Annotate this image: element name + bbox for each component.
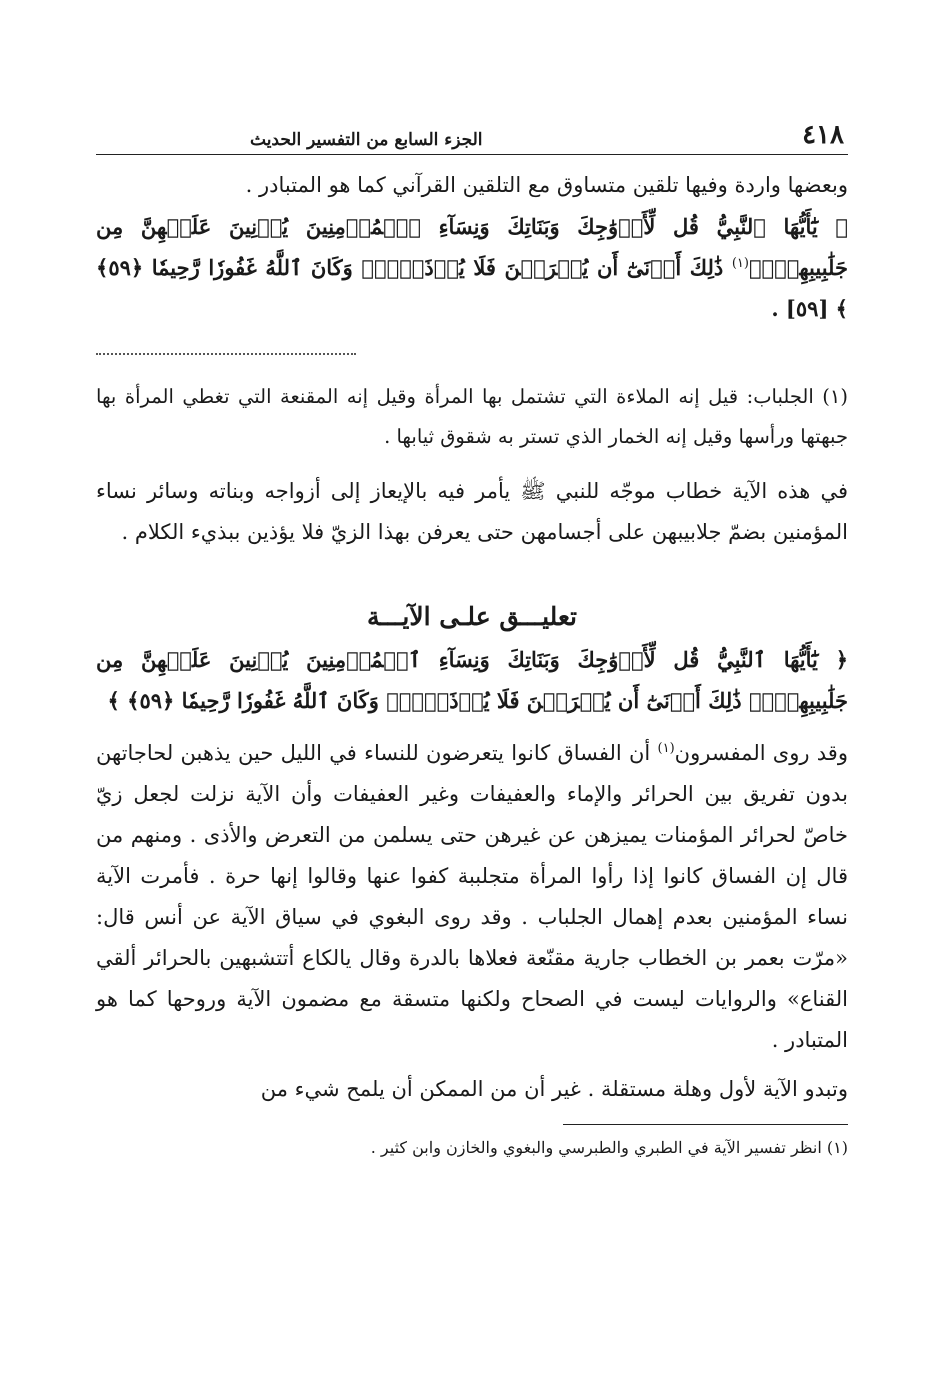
dotted-separator xyxy=(96,351,356,355)
quran-verse-2: ﴿ يَٰٓأَيُّهَا ٱلنَّبِيُّ قُل لِّأَزۡوَٰجِكَ وَبَنَاتِكَ وَنِسَآءِ ٱلۡمُؤۡمِنِينَ يُدۡنِينَ عَلَيۡهِنَّ مِن جَلَٰبِيبِهِنَّۚ ذَٰلِكَ أَدۡنَىٰٓ أَن يُعۡرَفۡنَ فَلَا يُؤۡذَيۡنَۗ وَكَانَ ٱللَّهُ غَفُورٗا رَّحِيمٗا ﴿٥٩﴾ ﴾ xyxy=(96,647,848,713)
quran-verse-1-text: ﴿ يَٰٓأَيُّهَا ٱلنَّبِيُّ قُل لِّأَزۡوَٰجِكَ وَبَنَاتِكَ وَنِسَآءِ ٱلۡمُؤۡمِنِينَ يُدۡنِينَ عَلَيۡهِنَّ مِن جَلَٰبِيبِهِنَّۚ xyxy=(96,214,848,280)
footnote-marker-2: (١) xyxy=(657,741,675,756)
footnote-sources: (١) انظر تفسير الآية في الطبري والطبرسي والبغوي والخازن وابن كثير . xyxy=(370,1138,848,1157)
explanation-paragraph: في هذه الآية خطاب موجّه للنبي ﷺ يأمر فيه بالإيعاز إلى أزواجه وبناته وسائر نساء المؤمنين بضمّ جلابيبهن على أجسامهن حتى يعرفن بهذا الزيّ فلا يؤذين ببذيء الكلام . xyxy=(96,479,848,544)
section-heading: تعليـــق علـى الآيـــة xyxy=(367,602,577,631)
running-header-title: الجزء السابع من التفسير الحديث xyxy=(250,130,483,150)
commentary-p1-start: وقد روى المفسرون xyxy=(674,741,848,765)
footnote-marker-1: (١) xyxy=(731,256,749,271)
quran-verse-1-continuation: ذَٰلِكَ أَدۡنَىٰٓ أَن يُعۡرَفۡنَ فَلَا يُؤۡذَيۡنَۗ وَكَانَ ٱللَّهُ غَفُورٗا رَّحِيمٗا ﴿٥٩﴾ ﴾ [٥٩] . xyxy=(96,255,848,321)
commentary-paragraph-2: وتبدو الآية لأول وهلة مستقلة . غير أن من الممكن أن يلمح شيء من xyxy=(260,1077,848,1101)
running-header xyxy=(96,110,848,155)
page-number: ٤١٨ xyxy=(802,120,844,150)
footnote-jilbab: (١) الجلباب: قيل إنه الملاءة التي تشتمل بها المرأة وقيل إنه المقنعة التي تغطي المرأة بها جبهتها ورأسها وقيل إنه الخمار الذي تستر به شقوق ثيابها . xyxy=(96,385,848,448)
commentary-paragraph-1 xyxy=(96,733,848,1061)
book-page xyxy=(96,110,848,1163)
commentary-p1-rest: أن الفساق كانوا يتعرضون للنساء في الليل حين يذهبن لحاجاتهن بدون تفريق بين الحرائر والإماء والعفيفات وغير العفيفات وأن الآية نزلت لجعل زيّ خاصّ لحرائر المؤمنات يميزهن عن غيرهن حتى يسلمن من التعرض والأذى . ومنهم من قال إن الفساق كانوا إذا رأوا المرأة متجلببة كفوا عنها وقالوا إنها حرة . فأمرت الآية نساء المؤمنين بعدم إهمال الجلباب . وقد روى البغوي في سياق الآية عن أنس قال: «مرّت بعمر بن الخطاب جارية مقنّعة فعلاها بالدرة وقال يالكاع أتتشبهين بالحرائر ألقي القناع» والروايات ليست في الصحاح ولكنها متسقة مع مضمون الآية وروحها كما هو المتبادر . xyxy=(96,741,848,1052)
footnote-rule xyxy=(563,1124,848,1125)
intro-line: وبعضها واردة وفيها تلقين متساوق مع التلقين القرآني كما هو المتبادر . xyxy=(245,173,848,197)
quran-verse-1 xyxy=(96,206,848,329)
